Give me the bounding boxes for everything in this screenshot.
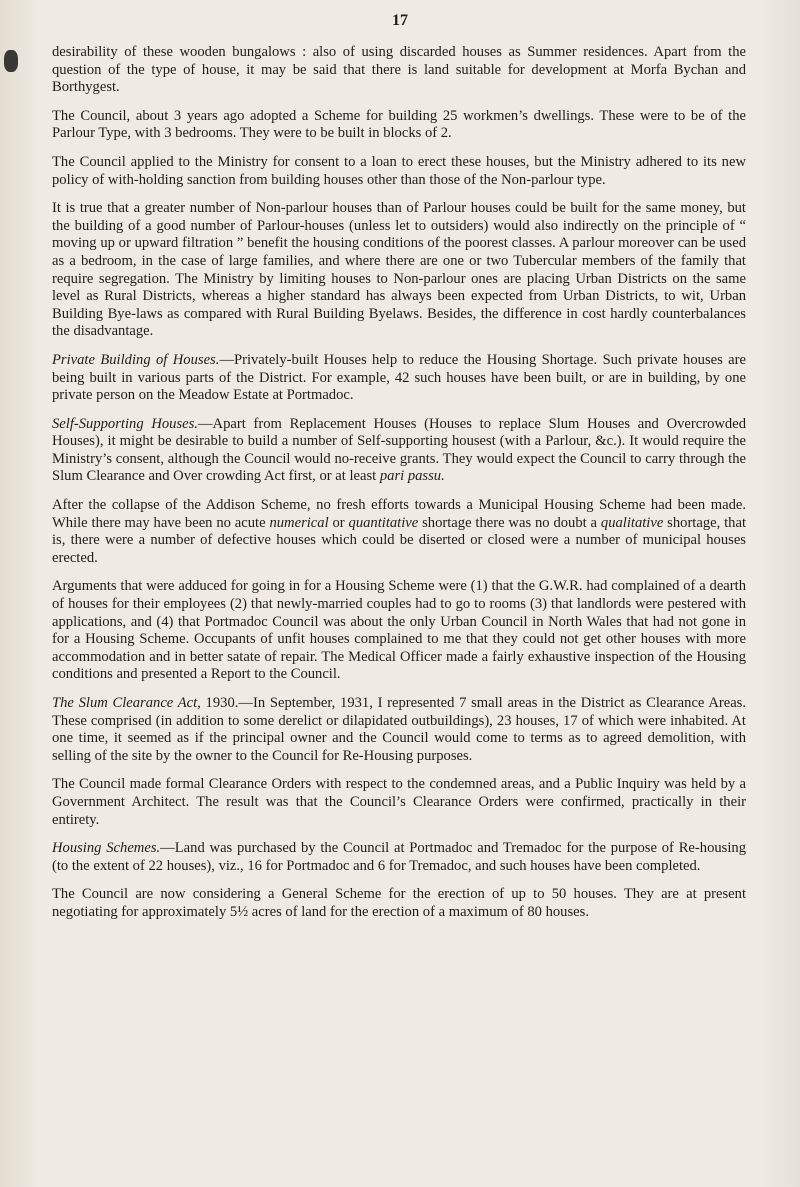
text-run: —Land was purchased by the Council at Portmadoc and Tremadoc for the purpose of Re-housing (to the extent of 22 houses), viz., 16 for Portmadoc and 6 for Tremadoc, and such houses have been completed. (52, 840, 746, 874)
text-run: Arguments that were adduced for going in for a Housing Scheme were (1) that the G.W.R. had complained of a dearth of houses for their employees (2) that newly-married couples had to go to rooms (3) that landlords were pestered with applications, and (4) that Portmadoc Council was about the only Urban Council in North Wales that had not gone in for a Housing Scheme. Occupants of unfit houses complained to me that they could not get other houses with more accommodation and in better satate of repair. The Medical Officer made a fairly exhaustive inspection of the Housing conditions and presented a Report to the Council. (52, 578, 746, 683)
page-number: 17 (392, 12, 408, 29)
paragraph (52, 776, 746, 829)
italic-text: Housing Schemes. (52, 840, 161, 857)
paragraph (52, 840, 746, 875)
paragraph (52, 352, 746, 405)
paragraph (52, 154, 746, 189)
text-run: The Council applied to the Ministry for consent to a loan to erect these houses, but the Ministry adhered to its new policy of with-holding sanction from building houses other than those of the Non-parlour type. (52, 153, 746, 188)
text-run: The Council are now considering a General Scheme for the erection of up to 50 houses. They are at present negotiating for approximately 5½ acres of land for the erection of a maximum of 80 houses. (52, 886, 746, 920)
text-run: or (328, 514, 349, 531)
italic-text: pari passu. (379, 468, 445, 485)
text-run: shortage, that is, there were a number of defective houses which could be diserted or closed were a number of municipal houses erected. (52, 514, 747, 566)
ink-blot (4, 50, 18, 72)
italic-text: Self-Supporting Houses. (52, 415, 198, 432)
text-run: desirability of these wooden bungalows : also of using discarded houses as Summer residences. Apart from the question of the type of house, it may be said that there is land suitable for development at Morfa Bychan and Borthygest. (52, 44, 746, 96)
paragraph (52, 578, 746, 684)
italic-text: quantitative (348, 514, 419, 531)
text-run: shortage there was no doubt a (418, 514, 601, 531)
text-run: 1930.—In September, 1931, I represented 7 small areas in the District as Clearance Areas. These comprised (in addition to some derelict or dilapidated outbuildings), 23 houses, 17 of which were inhabited. At one time, it seemed as if the principal owner and the Council would come to terms as to agreed demolition, with selling of the site by the owner to the Council for Re-Housing purposes. (52, 695, 746, 764)
text-run: —Apart from Replacement Houses (Houses to replace Slum Houses and Overcrowded Houses), it might be desirable to build a number of Self-supporting housest (with a Parlour, &c.). It would require the Ministry’s consent, although the Council would no-receive grants. They would expect the Council to carry through the Slum Clearance and Over crowding Act first, or at least (52, 415, 746, 485)
body-text (52, 44, 746, 922)
text-run: The Council made formal Clearance Orders with respect to the condemned areas, and a Public Inquiry was held by a Government Architect. The result was that the Council’s Clearance Orders were confirmed, practically in their entirety. (52, 776, 746, 828)
paragraph (52, 200, 746, 341)
italic-text: qualitative (600, 514, 664, 531)
text-run: The Council, about 3 years ago adopted a Scheme for building 25 workmen’s dwellings. These were to be of the Parlour Type, with 3 bedrooms. They were to be built in blocks of 2. (52, 107, 746, 142)
paragraph (52, 416, 746, 486)
paragraph (52, 44, 746, 97)
paragraph (52, 695, 746, 765)
paragraph (52, 497, 746, 567)
italic-text: numerical (269, 514, 329, 531)
text-run: After the collapse of the Addison Scheme, no fresh efforts towards a Municipal Housing Scheme had been made. While there may have been no acute (52, 497, 746, 531)
text-run: —Privately-built Houses help to reduce the Housing Shortage. Such private houses are being built in various parts of the District. For example, 42 such houses have been built, or are in building, by one private person on the Meadow Estate at Portmadoc. (52, 351, 746, 404)
paragraph (52, 108, 746, 143)
text-run: It is true that a greater number of Non-parlour houses than of Parlour houses could be built for the same money, but the building of a good number of Parlour-houses (unless let to outsiders) would also indirectly on the principle of “ moving up or upward filtration ” benefit the housing conditions of the poorest classes. A parlour moreover can be used as a bedroom, in the case of large families, and where there are one or two Tubercular members of the family that require segregation. The Ministry by limiting houses to Non-parlour ones are placing Urban Districts on the same level as Rural Districts, whereas a higher standard has always been expected from Urban Districts, to wit, Urban Building Bye-laws as compared with Rural Building Byelaws. Besides, the difference in cost hardly counterbalances the disadvantage. (52, 200, 746, 340)
italic-text: The Slum Clearance Act, (52, 695, 201, 711)
paragraph (52, 886, 746, 921)
italic-text: Private Building of Houses. (52, 351, 220, 368)
